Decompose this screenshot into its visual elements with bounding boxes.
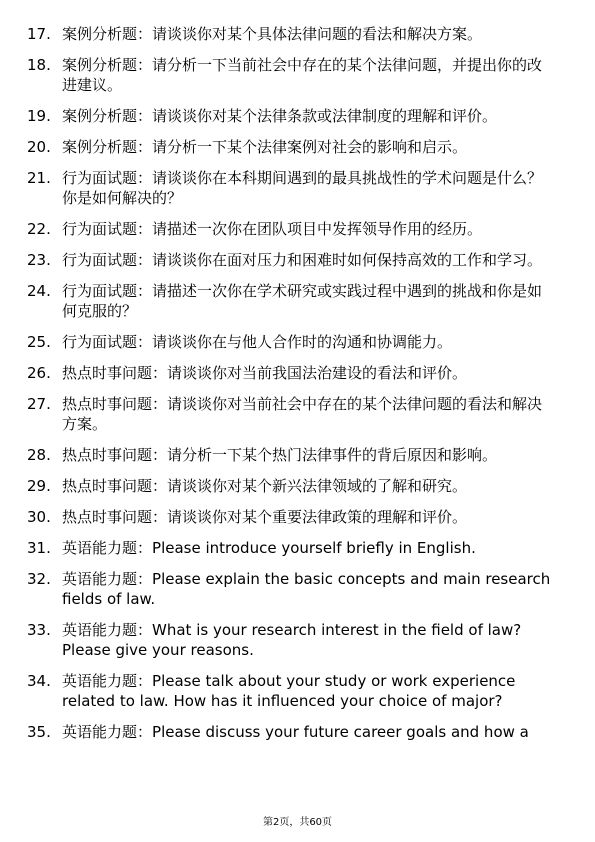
- question-category: 案例分析题: [62, 107, 138, 125]
- question-item-21: [0, 168, 595, 208]
- question-category: 热点时事问题: [62, 446, 153, 464]
- question-category: 案例分析题: [62, 138, 138, 156]
- question-category: 行为面试题: [62, 282, 138, 300]
- question-number: 25.: [27, 333, 51, 351]
- question-item-20: [0, 137, 595, 157]
- question-number: 18.: [27, 56, 51, 74]
- question-category: 行为面试题: [62, 169, 138, 187]
- question-text: 请分析一下某个法律案例对社会的影响和启示。: [152, 138, 468, 156]
- question-separator: ：: [152, 508, 168, 526]
- question-number: 33.: [27, 621, 51, 639]
- question-number: 21.: [27, 169, 51, 187]
- question-item-17: [0, 24, 595, 44]
- question-number: 17.: [27, 25, 51, 43]
- question-separator: ：: [152, 446, 168, 464]
- question-separator: ：: [137, 138, 153, 156]
- question-text: Please explain the basic concepts and main research fields of law.: [62, 570, 551, 608]
- question-item-25: [0, 332, 595, 352]
- question-separator: ：: [137, 169, 153, 187]
- question-separator: ：: [137, 25, 153, 43]
- question-category: 热点时事问题: [62, 508, 153, 526]
- question-separator: ：: [152, 477, 168, 495]
- question-number: 34.: [27, 672, 51, 690]
- question-category: 行为面试题: [62, 251, 138, 269]
- question-text: 请描述一次你在学术研究或实践过程中遇到的挑战和你是如何克服的？: [62, 282, 543, 320]
- question-separator: ：: [137, 621, 153, 639]
- question-number: 31.: [27, 539, 51, 557]
- question-text: 请谈谈你在与他人合作时的沟通和协调能力。: [152, 333, 453, 351]
- question-category: 行为面试题: [62, 333, 138, 351]
- question-item-26: [0, 363, 595, 383]
- question-text: 请谈谈你对某个重要法律政策的理解和评价。: [167, 508, 468, 526]
- question-category: 热点时事问题: [62, 477, 153, 495]
- question-text: Please talk about your study or work experience related to law. How has it influenced your choice of major?: [62, 672, 516, 710]
- question-number: 30.: [27, 508, 51, 526]
- question-list: [0, 24, 595, 753]
- question-text: 请谈谈你对某个新兴法律领域的了解和研究。: [167, 477, 468, 495]
- question-separator: ：: [137, 672, 153, 690]
- question-item-27: [0, 394, 595, 434]
- question-number: 23.: [27, 251, 51, 269]
- question-number: 28.: [27, 446, 51, 464]
- question-number: 35.: [27, 723, 51, 741]
- question-number: 26.: [27, 364, 51, 382]
- question-number: 20.: [27, 138, 51, 156]
- question-text: 请谈谈你对某个法律条款或法律制度的理解和评价。: [152, 107, 498, 125]
- question-number: 29.: [27, 477, 51, 495]
- question-number: 24.: [27, 282, 51, 300]
- question-category: 英语能力题: [62, 672, 138, 690]
- question-separator: ：: [137, 333, 153, 351]
- question-text: 请分析一下某个热门法律事件的背后原因和影响。: [167, 446, 498, 464]
- question-text: 请谈谈你在本科期间遇到的最具挑战性的学术问题是什么？你是如何解决的？: [62, 169, 543, 207]
- question-item-18: [0, 55, 595, 95]
- question-number: 27.: [27, 395, 51, 413]
- question-item-33: [0, 620, 595, 660]
- question-category: 案例分析题: [62, 56, 138, 74]
- question-number: 22.: [27, 220, 51, 238]
- question-text: 请谈谈你对某个具体法律问题的看法和解决方案。: [152, 25, 483, 43]
- question-item-28: [0, 445, 595, 465]
- question-number: 19.: [27, 107, 51, 125]
- question-separator: ：: [152, 364, 168, 382]
- question-item-29: [0, 476, 595, 496]
- page-footer: [0, 816, 595, 830]
- question-separator: ：: [137, 56, 153, 74]
- question-category: 案例分析题: [62, 25, 138, 43]
- question-text: 请谈谈你对当前我国法治建设的看法和评价。: [167, 364, 468, 382]
- question-number: 32.: [27, 570, 51, 588]
- question-category: 英语能力题: [62, 723, 138, 741]
- question-separator: ：: [137, 570, 153, 588]
- question-text: 请谈谈你在面对压力和困难时如何保持高效的工作和学习。: [152, 251, 543, 269]
- question-item-19: [0, 106, 595, 126]
- question-text: 请谈谈你对当前社会中存在的某个法律问题的看法和解决方案。: [62, 395, 543, 433]
- question-text: What is your research interest in the field of law? Please give your reasons.: [62, 621, 522, 659]
- question-item-35: [0, 722, 595, 742]
- question-item-24: [0, 281, 595, 321]
- question-category: 行为面试题: [62, 220, 138, 238]
- question-item-32: [0, 569, 595, 609]
- question-text: Please discuss your future career goals and how a: [152, 723, 529, 741]
- question-category: 英语能力题: [62, 570, 138, 588]
- question-category: 热点时事问题: [62, 395, 153, 413]
- question-separator: ：: [137, 251, 153, 269]
- question-separator: ：: [137, 539, 153, 557]
- question-category: 英语能力题: [62, 539, 138, 557]
- question-item-23: [0, 250, 595, 270]
- question-separator: ：: [137, 107, 153, 125]
- question-separator: ：: [137, 220, 153, 238]
- question-separator: ：: [152, 395, 168, 413]
- question-text: 请分析一下当前社会中存在的某个法律问题，并提出你的改进建议。: [62, 56, 543, 94]
- question-item-31: [0, 538, 595, 558]
- question-separator: ：: [137, 282, 153, 300]
- question-separator: ：: [137, 723, 153, 741]
- question-text: Please introduce yourself briefly in English.: [152, 539, 476, 557]
- question-text: 请描述一次你在团队项目中发挥领导作用的经历。: [152, 220, 483, 238]
- question-item-30: [0, 507, 595, 527]
- question-item-22: [0, 219, 595, 239]
- question-item-34: [0, 671, 595, 711]
- question-category: 热点时事问题: [62, 364, 153, 382]
- page-number-label: 第2页，共60页: [262, 817, 333, 828]
- question-category: 英语能力题: [62, 621, 138, 639]
